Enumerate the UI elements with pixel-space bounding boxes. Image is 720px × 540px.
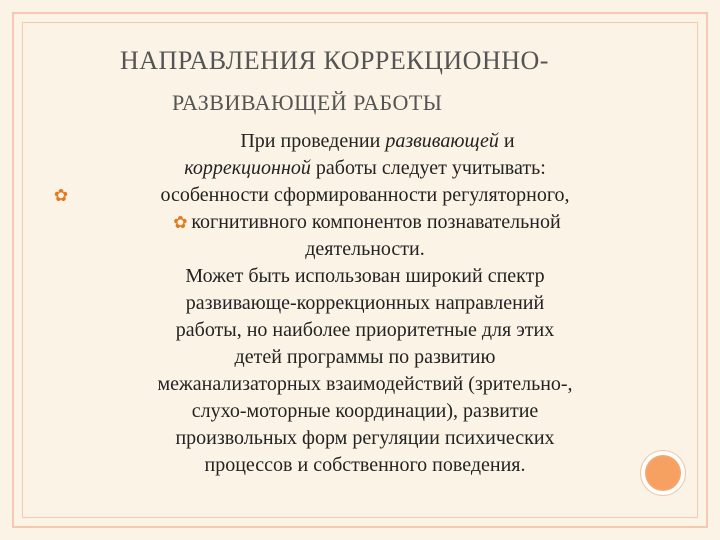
intro-line-1 bbox=[60, 128, 670, 155]
intro-line-2 bbox=[60, 155, 670, 182]
intro-emphasis-2: коррекционной bbox=[184, 157, 311, 179]
para-line: слухо-моторные координации), развитие bbox=[191, 400, 539, 422]
title-line-2: РАЗВИВАЮЩЕЙ РАБОТЫ bbox=[172, 90, 443, 115]
para-line: детей программы по развитию bbox=[234, 346, 496, 368]
para-line: межанализаторных взаимодействий (зрительно-, bbox=[157, 373, 573, 395]
bullet-item-2-cont: деятельности. bbox=[305, 238, 425, 260]
bullet-2-text: когнитивного компонентов познавательной bbox=[191, 211, 561, 233]
title-initial: Н bbox=[120, 46, 140, 75]
flower-bullet-icon: ✿ bbox=[173, 213, 188, 232]
para-line: процессов и собственного поведения. bbox=[204, 454, 526, 476]
decorative-circle-inner bbox=[647, 457, 679, 489]
intro-text-end: и bbox=[498, 130, 515, 152]
intro-text: При проведении bbox=[240, 130, 386, 152]
bullet-1-text: особенности сформированности регуляторного, bbox=[160, 184, 570, 206]
bullet-item-1 bbox=[53, 182, 670, 209]
bullet-item-2 bbox=[60, 209, 670, 236]
title-line-1 bbox=[120, 40, 600, 82]
flower-bullet-icon: ✿ bbox=[53, 186, 69, 205]
slide-title bbox=[120, 40, 600, 124]
para-line: произвольных форм регуляции психических bbox=[175, 427, 555, 449]
slide-body bbox=[53, 128, 670, 479]
para-line: Может быть использован широкий спектр bbox=[185, 265, 545, 287]
intro-text-2: работы следует учитывать: bbox=[310, 157, 546, 179]
title-rest: АПРАВЛЕНИЯ КОРРЕКЦИОННО- bbox=[139, 46, 549, 75]
para-line: работы, но наиболее приоритетные для этих bbox=[175, 319, 555, 341]
para-line: развивающе-коррекционных направлений bbox=[185, 292, 545, 314]
intro-emphasis-1: развивающей bbox=[385, 130, 499, 152]
